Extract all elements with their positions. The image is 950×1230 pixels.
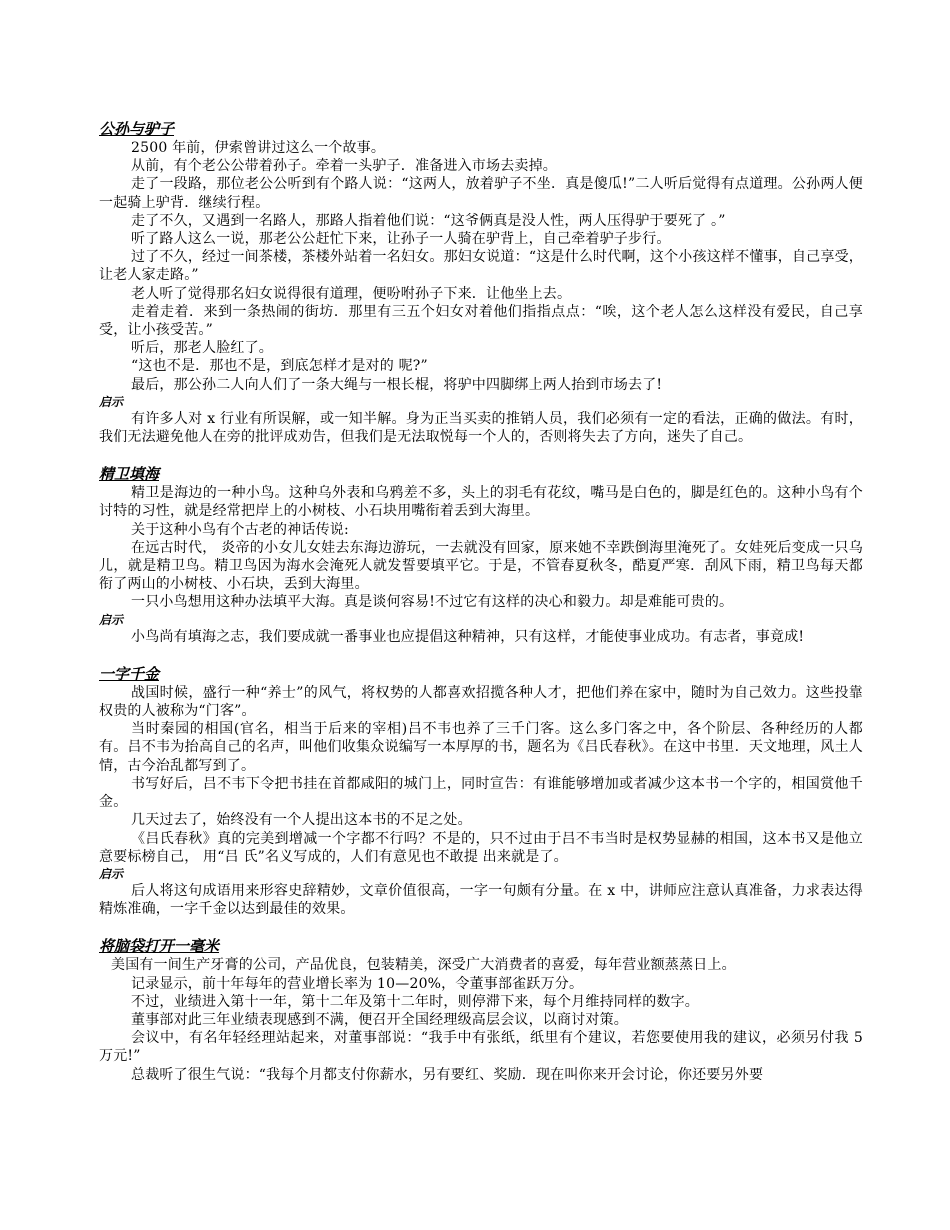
story-title: 一字千金 <box>99 664 160 683</box>
paragraph: 听了路人这么一说，那老公公赶忙下来，让孙子一人骑在驴背上，自己牵着驴子步行。 <box>131 231 671 248</box>
paragraph: 记录显示，前十年每年的营业增长率为 10—20%，令董事部雀跃万分。 <box>131 975 584 992</box>
story-section <box>99 120 863 446</box>
paragraph: 《吕氏春秋》真的完美到增减一个字都不行吗？不是的，只不过由于吕不韦当时是权势显赫的相国，这本书又是他立意要标榜自己， 用“吕 氏”名义写成的，人们有意见也不敢提 出来就是了。 <box>99 830 863 865</box>
insight-label: 启示 <box>99 612 124 627</box>
paragraph: 走着走着．来到一条热闹的街坊．那里有三五个妇女对着他们指指点点：“唉，这个老人怎么这样没有爱民，自己享受，让小孩受苦。” <box>99 303 863 339</box>
paragraph: “这也不是．那也不是，到底怎样才是对的 呢?” <box>131 358 428 375</box>
paragraph: 关于这种小鸟有个古老的神话传说: <box>131 521 349 538</box>
paragraph: 过了不久，经过一间茶楼，茶楼外站着一名妇女。那妇女说道：“这是什么时代啊，这个小孩这样不懂事，自己享受，让老人家走路。” <box>99 249 863 284</box>
paragraph: 总裁听了很生气说：“我每个月都支付你薪水，另有要红、奖励．现在叫你来开会讨论，你还要另外要 <box>131 1066 764 1083</box>
paragraph: 当时秦园的相国(官名，相当于后来的宰相)吕不韦也养了三千门客。这么多门客之中，各个阶层、各种经历的人都有。吕不韦为抬高自己的名声，叫他们收集众说编写一本厚厚的书，题名为《吕氏春秋》。在这中书里．天文地理，风土人情，古今治乱都写到了。 <box>99 721 863 774</box>
paragraph: 会议中，有名年轻经理站起来，对董事部说：“我手中有张纸，纸里有个建议，若您要使用我的建议，必须另付我 5 万元!” <box>99 1030 863 1065</box>
paragraph: 精卫是海边的一种小鸟。这种乌外表和乌鸦差不多，头上的羽毛有花纹，嘴马是白色的，脚是红色的。这种小鸟有个讨特的习性，就是经常把岸上的小树枝、小石块用嘴衔着丢到大海里。 <box>99 485 863 520</box>
paragraph: 几天过去了，始终没有一个人提出这本书的不足之处。 <box>131 812 472 829</box>
paragraph: 从前，有个老公公带着孙子。牵着一头驴子．准备进入市场去卖掉。 <box>131 158 557 175</box>
paragraph: 走了一段路，那位老公公听到有个路人说：“这两人，放着驴子不坐．真是傻瓜!”二人听后觉得有点道理。公孙两人便一起骑上驴背．继续行程。 <box>99 176 863 211</box>
insight-label: 启示 <box>99 866 124 881</box>
paragraph: 董事部对此三年业绩表现感到不满，便召开全国经理级高层会议，以商讨对策。 <box>131 1011 628 1028</box>
paragraph: 在远古时代， 炎帝的小女儿女娃去东海边游玩，一去就没有回家，原来她不幸跌倒海里淹死了。女娃死后变成一只乌儿，就是精卫鸟。精卫鸟因为海水会淹死人就发誓要填平它。于是，不管春夏秋冬，酷夏严寒．刮风下雨，精卫鸟每天都衔了两山的小树枝、小石块，丢到大海里。 <box>99 539 863 593</box>
paragraph: 最后，那公孙二人向人们了一条大绳与一根长棍，将驴中四脚绑上两人抬到市场去了! <box>131 376 663 393</box>
insight-text: 有许多人对 x 行业有所误解，或一知半解。身为正当买卖的推销人员，我们必须有一定的看法，正确的做法。有时，我们无法避免他人在旁的批评成劝告，但我们是无法取悦每一个人的，否则将失去了方向，迷失了自己。 <box>99 410 863 446</box>
paragraph: 2500 年前，伊索曾讲过这么一个故事。 <box>131 140 386 156</box>
story-section <box>99 937 863 1083</box>
paragraph: 美国有一间生产牙膏的公司，产品优良，包装精美，深受广大消费者的喜爱，每年营业额蒸蒸日上。 <box>111 957 736 974</box>
story-title: 将脑袋打开一毫米 <box>99 937 220 956</box>
story-title: 精卫填海 <box>99 465 160 484</box>
paragraph: 老人听了觉得那名妇女说得很有道理，便吩咐孙子下来．让他坐上去。 <box>131 285 572 302</box>
insight-label: 启示 <box>99 394 124 409</box>
paragraph: 书写好后，吕不韦下令把书挂在首都咸阳的城门上，同时宣告：有谁能够增加或者减少这本书一个字的，相国赏他千金。 <box>99 775 863 811</box>
paragraph: 不过，业绩进入第十一年，第十二年及第十二年时，则停滞下来，每个月维持同样的数字。 <box>131 993 699 1010</box>
paragraph: 听后，那老人脸红了。 <box>131 340 273 357</box>
story-section <box>99 665 863 918</box>
paragraph: 战国时候，盛行一种“养士”的风气，将权势的人都喜欢招揽各种人才，把他们养在家中，随时为自己效力。这些投靠权贵的人被称为“门客”。 <box>99 684 863 720</box>
insight-text: 后人将这句成语用来形容史辞精妙，文章价值很高，一字一句颇有分量。在 x 中，讲师应注意认真准备，力求表达得精炼准确，一字千金以达到最佳的效果。 <box>99 882 863 918</box>
story-title: 公孙与驴子 <box>99 120 175 138</box>
document-body <box>99 120 863 1084</box>
story-section <box>99 465 863 646</box>
paragraph: 走了不久，又遇到一名路人，那路人指着他们说：“这爷俩真是没人性，两人压得驴于要死了 。” <box>131 212 726 229</box>
insight-text: 小鸟尚有填海之志，我们要成就一番事业也应提倡这种精神，只有这样，才能使事业成功。有志者，事竟成! <box>131 628 805 645</box>
paragraph: 一只小鸟想用这种办法填平大海。真是谈何容易!不过它有这样的决心和毅力。却是难能可贵的。 <box>131 594 734 611</box>
